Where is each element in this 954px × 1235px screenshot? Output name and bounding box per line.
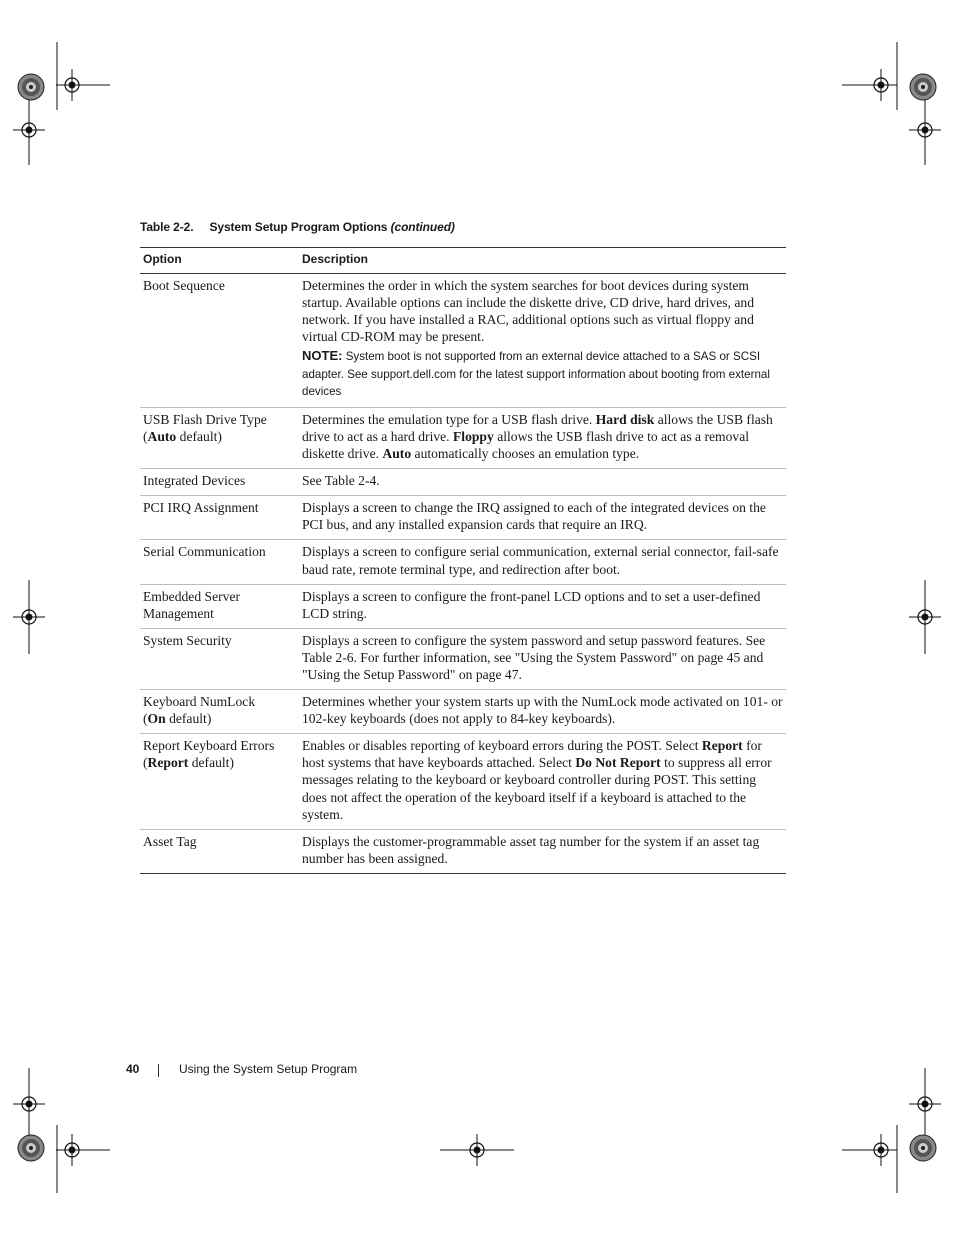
option-cell: System Security — [140, 628, 299, 689]
option-cell: Integrated Devices — [140, 469, 299, 496]
option-cell: Keyboard NumLock (On default) — [140, 690, 299, 734]
option-label: Keyboard NumLock — [143, 694, 256, 710]
option-suffix: default) — [179, 428, 222, 444]
table-continued: (continued) — [390, 220, 455, 234]
option-cell: Boot Sequence — [140, 274, 299, 408]
table-label: Table 2-2. — [140, 220, 194, 234]
description-text: Enables or disables reporting of keyboard errors during the POST. Select — [302, 738, 699, 754]
description-cell: Displays a screen to change the IRQ assigned to each of the integrated devices on the PCI bus, and any installed expansion cards that require an IRQ. — [299, 496, 786, 540]
description-cell: Displays a screen to configure serial communication, external serial connector, fail-safe baud rate, remote terminal type, and redirection after boot. — [299, 540, 786, 584]
option-default: Report — [147, 755, 189, 771]
description-text: allows the USB flash drive to act as a removal diskette drive. — [302, 428, 749, 462]
option-cell: Asset Tag — [140, 829, 299, 873]
support-link[interactable]: support.dell.com — [371, 367, 457, 381]
description-cell: Determines whether your system starts up with the NumLock mode activated on 101- or 102-key keyboards (does not apply to 84-key keyboards). — [299, 690, 786, 734]
option-suffix: default) — [191, 755, 234, 771]
column-header-description: Description — [299, 248, 786, 274]
description-text: automatically chooses an emulation type. — [414, 446, 640, 462]
table-title: System Setup Program Options — [209, 220, 388, 234]
note-label: NOTE: — [302, 348, 343, 364]
page-number: 40 — [126, 1062, 140, 1076]
note-text: System boot is not supported from an external device attached to a SAS or SCSI adapter. See — [302, 350, 761, 381]
description-text: to suppress all error messages relating to the keyboard or keyboard controller during POST. This setting does not affect the operation of the keyboard itself if a keyboard is attached to the system. — [302, 755, 772, 822]
option-cell: USB Flash Drive Type (Auto default) — [140, 407, 299, 468]
description-cell: Displays a screen to configure the system password and setup password features. See Table 2-6. For further information, see "Using the System Password" on page 45 and "Using the Setup Password" on page 47. — [299, 628, 786, 689]
option-cell: Embedded Server Management — [140, 584, 299, 628]
description-keyword: Hard disk — [595, 411, 655, 427]
description-text: Determines the emulation type for a USB flash drive. — [302, 411, 593, 427]
description-cell: Displays a screen to configure the front-panel LCD options and to set a user-defined LCD string. — [299, 584, 786, 628]
option-label: USB Flash Drive Type — [143, 411, 267, 427]
description-text: for host systems that have keyboards attached. Select — [302, 738, 762, 771]
description-keyword: Auto — [382, 446, 412, 462]
option-cell: Report Keyboard Errors (Report default) — [140, 734, 299, 829]
option-cell: Serial Communication — [140, 540, 299, 584]
description-cell: See Table 2-4. — [299, 469, 786, 496]
description-keyword: Floppy — [453, 428, 494, 444]
note-text: for the latest support information about booting from external devices — [302, 367, 770, 399]
description-text: allows the USB flash drive to act as a hard drive. — [302, 411, 773, 444]
option-default: Auto — [147, 428, 177, 444]
description-keyword: Report — [701, 738, 743, 754]
option-default: On — [147, 711, 166, 727]
description-keyword: Do Not Report — [575, 755, 661, 771]
description-text: Determines the order in which the system searches for boot devices during system startup. Available options can include the diskette drive, CD drive, hard drives, and network. If you have installed a RAC, additional options such as virtual floppy and virtual CD-ROM may be present. — [302, 278, 754, 345]
description-cell: Displays the customer-programmable asset tag number for the system if an asset tag number has been assigned. — [299, 829, 786, 873]
option-suffix: default) — [169, 711, 212, 727]
option-label: Report Keyboard Errors — [143, 738, 275, 754]
chapter-title: Using the System Setup Program — [179, 1062, 358, 1076]
column-header-option: Option — [140, 248, 299, 274]
option-cell: PCI IRQ Assignment — [140, 496, 299, 540]
